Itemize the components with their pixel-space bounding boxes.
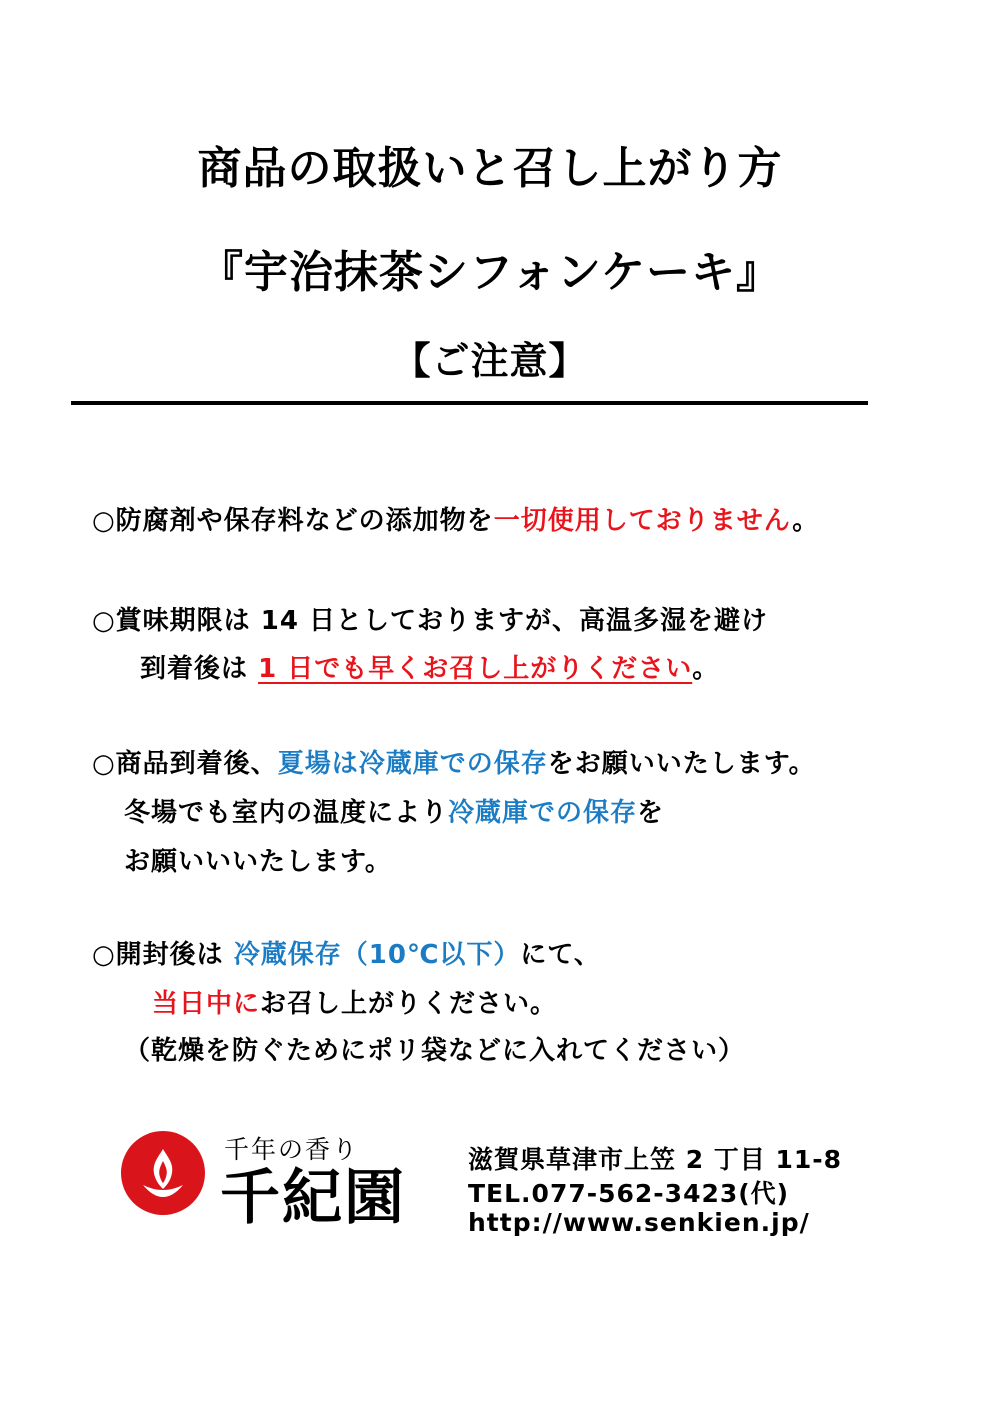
note-storage-prefix: ○商品到着後、 [92,749,278,779]
note-opened-prefix: ○開封後は [92,940,234,970]
telephone: TEL.077-562-3423(代) [468,1179,790,1208]
note-expiry-line2 [140,648,719,685]
flame-icon [121,1131,205,1215]
note-storage-end: をお願いいたします。 [547,749,816,779]
note-expiry-line1: ○賞味期限は 14 日としておりますが、高温多湿を避け [92,606,768,636]
note-additives-text: ○防腐剤や保存料などの添加物を [92,506,494,536]
note-opened-end: にて、 [520,940,601,970]
website-link[interactable]: http://www.senkien.jp/ [468,1208,810,1237]
note-opened-refrigerate: 冷蔵保存（10℃以下） [233,940,521,970]
note-storage-line2 [124,792,664,829]
address: 滋賀県草津市上笠 2 丁目 11-8 [468,1145,843,1174]
note-opened-line3: （乾燥を防ぐためにポリ袋などに入れてください） [124,1036,746,1066]
logo-mark [121,1131,205,1215]
note-additives-emphasis: 一切使用しておりません [493,506,793,536]
note-opened-line2 [152,983,557,1020]
product-name: 『宇治抹茶シフォンケーキ』 [199,247,781,298]
note-storage-wo: を [637,798,665,828]
note-opened-line1 [92,934,601,971]
notice-heading: 【ご注意】 [392,339,588,383]
logo-name: 千紀園 [220,1163,406,1233]
page-title: 商品の取扱いと召し上がり方 [197,143,783,194]
note-additives [92,500,819,537]
note-expiry-emphasis: 1 日でも早くお召し上がりください [258,654,693,684]
note-storage-fridge: 冷蔵庫での保存 [448,798,638,828]
note-expiry-prefix: 到着後は [140,654,259,684]
note-storage-winter: 冬場でも室内の温度により [124,798,449,828]
note-storage-line1 [92,743,816,780]
note-opened-eat: お召し上がりください。 [260,989,558,1019]
logo-tagline: 千年の香り [224,1135,360,1164]
note-storage-summer: 夏場は冷蔵庫での保存 [277,749,548,779]
note-additives-end: 。 [792,506,820,536]
note-storage-line3: お願いいいたします。 [124,847,392,877]
note-expiry-end: 。 [692,654,720,684]
divider [71,401,868,405]
note-opened-sameday: 当日中に [152,989,261,1019]
